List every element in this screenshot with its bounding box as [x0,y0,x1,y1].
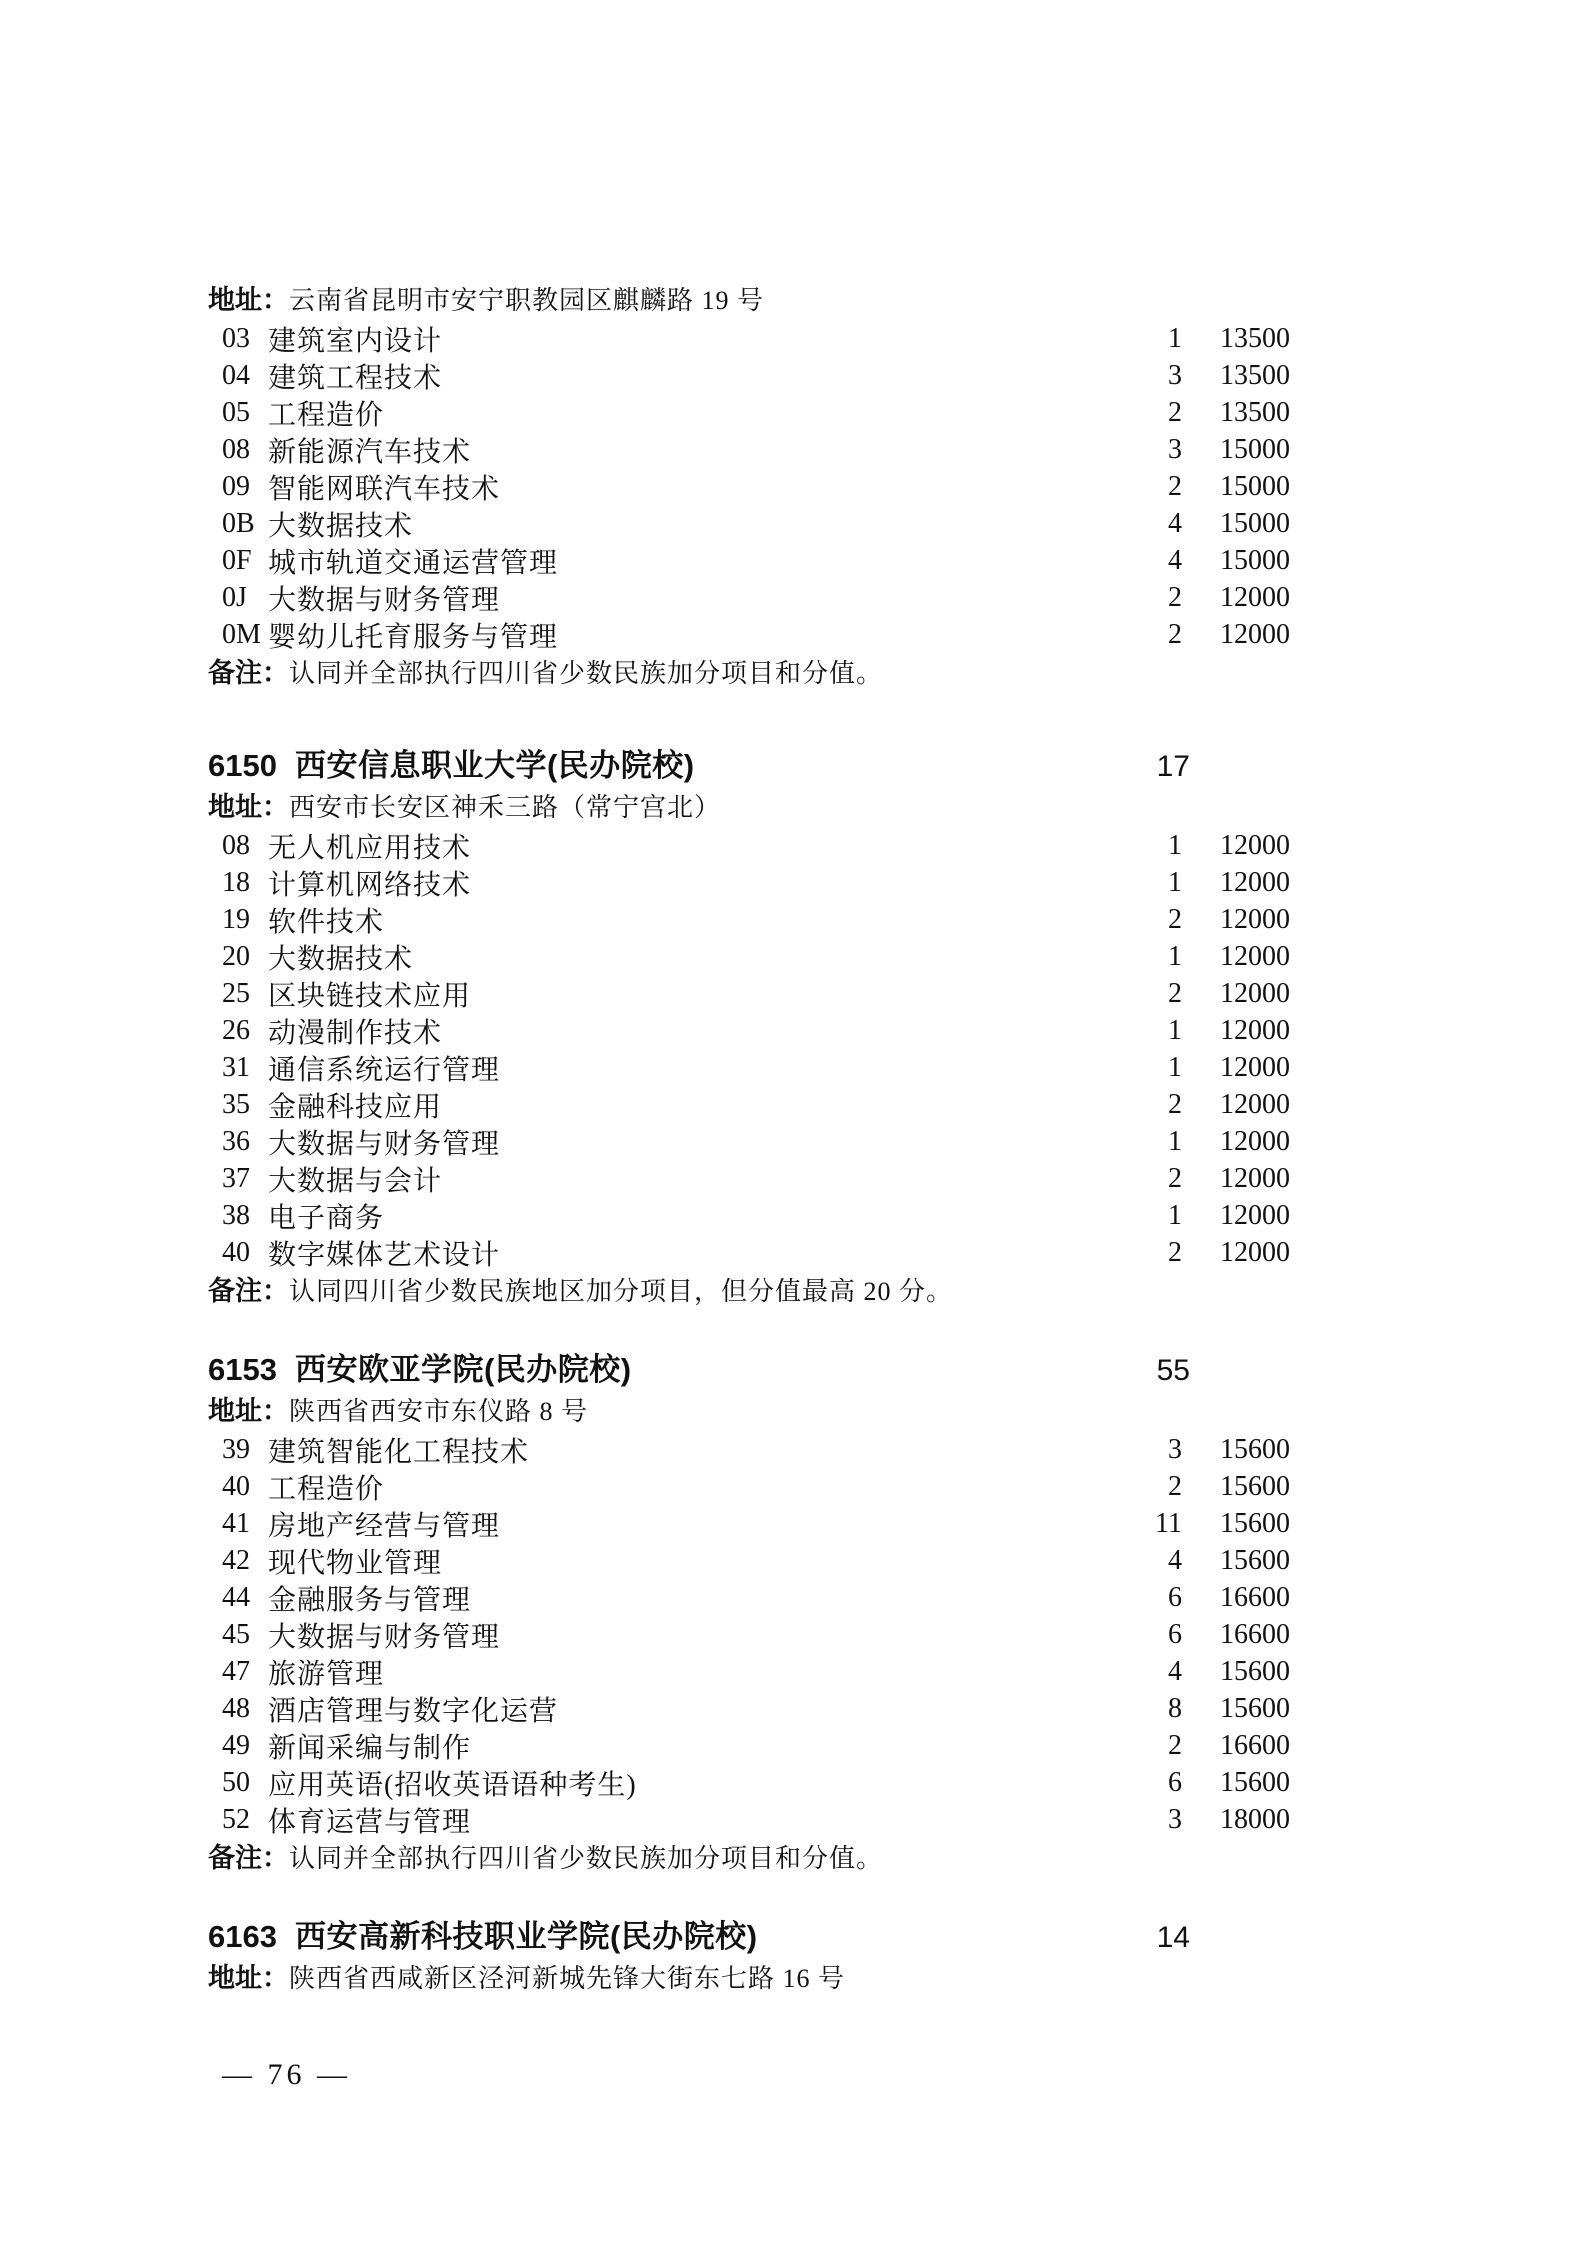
major-quota: 4 [1168,507,1182,539]
major-row [208,431,1290,468]
section-name: 西安高新科技职业学院(民办院校) [294,1919,758,1954]
major-row [208,1468,1290,1505]
page-number: — 76 — [222,2058,351,2091]
major-name: 工程造价 [268,1473,385,1505]
major-code: 35 [222,1088,250,1120]
address-label: 地址： [208,792,289,822]
major-quota: 2 [1168,977,1182,1009]
section-code: 6163 [208,1919,277,1954]
major-fee: 15000 [1220,470,1290,502]
remark-label: 备注： [208,1276,289,1306]
section-code: 6153 [208,1352,277,1387]
remark-text: 认同四川省少数民族地区加分项目，但分值最高 20 分。 [289,1277,954,1306]
major-name: 金融科技应用 [268,1091,443,1123]
section-name: 西安欧亚学院(民办院校) [294,1352,632,1387]
major-fee: 13500 [1220,322,1290,354]
major-quota: 2 [1168,1162,1182,1194]
major-name: 现代物业管理 [268,1547,443,1579]
major-code: 20 [222,940,250,972]
major-quota: 1 [1168,1014,1182,1046]
major-name: 建筑智能化工程技术 [268,1436,530,1468]
major-code: 31 [222,1051,250,1083]
major-name: 大数据技术 [268,943,414,975]
major-code: 39 [222,1433,250,1465]
major-quota: 2 [1168,396,1182,428]
major-quota: 8 [1168,1692,1182,1724]
major-row [208,1197,1290,1234]
major-name: 通信系统运行管理 [268,1054,501,1086]
major-quota: 4 [1168,544,1182,576]
major-row [208,1086,1290,1123]
major-row [208,975,1290,1012]
address-line [208,1391,1290,1431]
major-fee: 15600 [1220,1655,1290,1687]
major-fee: 18000 [1220,1803,1290,1835]
major-row [208,1764,1290,1801]
major-name: 智能网联汽车技术 [268,473,501,505]
major-code: 40 [222,1236,250,1268]
major-fee: 16600 [1220,1618,1290,1650]
major-fee: 12000 [1220,618,1290,650]
major-name: 电子商务 [268,1202,385,1234]
major-quota: 1 [1168,1199,1182,1231]
major-row [208,1542,1290,1579]
major-quota: 3 [1168,359,1182,391]
major-code: 09 [222,470,250,502]
major-quota: 2 [1168,470,1182,502]
major-quota: 3 [1168,1803,1182,1835]
major-name: 城市轨道交通运营管理 [268,547,559,579]
major-code: 03 [222,322,250,354]
major-row [208,1160,1290,1197]
remark-line [208,1271,1290,1311]
major-fee: 13500 [1220,359,1290,391]
major-quota: 2 [1168,581,1182,613]
address-line [208,787,1290,827]
major-quota: 1 [1168,1125,1182,1157]
major-fee: 16600 [1220,1581,1290,1613]
major-row [208,901,1290,938]
major-fee: 12000 [1220,1014,1290,1046]
major-fee: 15600 [1220,1507,1290,1539]
major-quota: 1 [1168,1051,1182,1083]
major-fee: 15000 [1220,507,1290,539]
major-name: 建筑室内设计 [268,325,443,357]
major-quota: 2 [1168,903,1182,935]
major-quota: 2 [1168,1729,1182,1761]
major-row [208,1653,1290,1690]
address-label: 地址： [208,285,289,315]
major-fee: 15600 [1220,1433,1290,1465]
major-fee: 12000 [1220,1236,1290,1268]
major-row [208,1123,1290,1160]
major-quota: 3 [1168,1433,1182,1465]
major-fee: 12000 [1220,903,1290,935]
major-name: 新闻采编与制作 [268,1732,472,1764]
address-text: 西安市长安区神禾三路（常宁宫北） [289,793,722,822]
document-content [208,280,1290,1998]
major-fee: 12000 [1220,581,1290,613]
major-row [208,1616,1290,1653]
major-row [208,1801,1290,1838]
major-code: 45 [222,1618,250,1650]
address-text: 云南省昆明市安宁职教园区麒麟路 19 号 [289,286,765,315]
address-text: 陕西省西安市东仪路 8 号 [289,1397,589,1426]
major-row [208,394,1290,431]
major-code: 04 [222,359,250,391]
major-code: 08 [222,829,250,861]
major-row [208,579,1290,616]
major-quota: 2 [1168,1470,1182,1502]
major-row [208,542,1290,579]
address-text: 陕西省西咸新区泾河新城先锋大街东七路 16 号 [289,1964,846,1993]
major-fee: 12000 [1220,1162,1290,1194]
major-quota: 11 [1155,1507,1182,1539]
major-code: 50 [222,1766,250,1798]
major-row [208,1049,1290,1086]
remark-label: 备注： [208,658,289,688]
major-row [208,1579,1290,1616]
major-row [208,320,1290,357]
major-code: 0J [222,581,247,613]
major-quota: 3 [1168,433,1182,465]
major-code: 08 [222,433,250,465]
section-header [208,745,1290,787]
remark-label: 备注： [208,1843,289,1873]
major-code: 37 [222,1162,250,1194]
major-quota: 6 [1168,1766,1182,1798]
major-row [208,864,1290,901]
major-code: 47 [222,1655,250,1687]
major-fee: 15000 [1220,433,1290,465]
major-code: 0F [222,544,252,576]
major-name: 酒店管理与数字化运营 [268,1695,559,1727]
major-name: 大数据与财务管理 [268,584,501,616]
major-quota: 1 [1168,866,1182,898]
major-row [208,505,1290,542]
major-name: 房地产经营与管理 [268,1510,501,1542]
major-name: 大数据与财务管理 [268,1621,501,1653]
major-row [208,1234,1290,1271]
major-code: 40 [222,1470,250,1502]
major-quota: 4 [1168,1655,1182,1687]
major-row [208,616,1290,653]
major-row [208,1690,1290,1727]
major-fee: 16600 [1220,1729,1290,1761]
major-quota: 6 [1168,1618,1182,1650]
major-fee: 12000 [1220,1125,1290,1157]
major-name: 金融服务与管理 [268,1584,472,1616]
remark-line [208,1838,1290,1878]
major-code: 52 [222,1803,250,1835]
major-code: 18 [222,866,250,898]
major-name: 数字媒体艺术设计 [268,1239,501,1271]
address-label: 地址： [208,1963,289,1993]
major-code: 0B [222,507,255,539]
address-line [208,1958,1290,1998]
major-quota: 6 [1168,1581,1182,1613]
major-fee: 15600 [1220,1544,1290,1576]
address-line [208,280,1290,320]
major-name: 大数据与会计 [268,1165,443,1197]
major-quota: 1 [1168,322,1182,354]
section-header [208,1349,1290,1391]
major-name: 旅游管理 [268,1658,385,1690]
remark-line [208,653,1290,693]
major-row [208,1505,1290,1542]
major-fee: 12000 [1220,829,1290,861]
major-row [208,357,1290,394]
major-row [208,1012,1290,1049]
major-quota: 4 [1168,1544,1182,1576]
section-name: 西安信息职业大学(民办院校) [294,748,695,783]
section-count: 17 [1156,750,1190,783]
major-fee: 12000 [1220,977,1290,1009]
major-code: 38 [222,1199,250,1231]
remark-text: 认同并全部执行四川省少数民族加分项目和分值。 [289,659,884,688]
major-row [208,938,1290,975]
major-name: 软件技术 [268,906,385,938]
major-fee: 12000 [1220,1199,1290,1231]
major-fee: 15600 [1220,1470,1290,1502]
section-count: 55 [1156,1354,1190,1387]
major-name: 大数据技术 [268,510,414,542]
major-code: 05 [222,396,250,428]
major-fee: 15600 [1220,1692,1290,1724]
major-fee: 13500 [1220,396,1290,428]
major-name: 计算机网络技术 [268,869,472,901]
major-quota: 2 [1168,1236,1182,1268]
major-name: 婴幼儿托育服务与管理 [268,621,559,653]
major-name: 应用英语(招收英语语种考生) [268,1769,637,1801]
major-fee: 15600 [1220,1766,1290,1798]
major-name: 体育运营与管理 [268,1806,472,1838]
section-code: 6150 [208,748,277,783]
address-label: 地址： [208,1396,289,1426]
major-name: 工程造价 [268,399,385,431]
major-code: 25 [222,977,250,1009]
major-fee: 12000 [1220,1051,1290,1083]
major-row [208,468,1290,505]
major-name: 建筑工程技术 [268,362,443,394]
major-code: 0M [222,618,261,650]
major-row [208,1431,1290,1468]
major-fee: 15000 [1220,544,1290,576]
major-code: 44 [222,1581,250,1613]
major-code: 42 [222,1544,250,1576]
major-row [208,1727,1290,1764]
major-name: 大数据与财务管理 [268,1128,501,1160]
major-fee: 12000 [1220,940,1290,972]
major-code: 49 [222,1729,250,1761]
major-quota: 2 [1168,1088,1182,1120]
section-header [208,1916,1290,1958]
major-quota: 1 [1168,829,1182,861]
major-name: 新能源汽车技术 [268,436,472,468]
major-quota: 2 [1168,618,1182,650]
remark-text: 认同并全部执行四川省少数民族加分项目和分值。 [289,1844,884,1873]
major-quota: 1 [1168,940,1182,972]
major-row [208,827,1290,864]
major-name: 动漫制作技术 [268,1017,443,1049]
major-fee: 12000 [1220,1088,1290,1120]
major-code: 19 [222,903,250,935]
major-code: 26 [222,1014,250,1046]
major-name: 区块链技术应用 [268,980,472,1012]
section-count: 14 [1156,1921,1190,1954]
major-code: 41 [222,1507,250,1539]
major-name: 无人机应用技术 [268,832,472,864]
major-code: 48 [222,1692,250,1724]
major-code: 36 [222,1125,250,1157]
major-fee: 12000 [1220,866,1290,898]
